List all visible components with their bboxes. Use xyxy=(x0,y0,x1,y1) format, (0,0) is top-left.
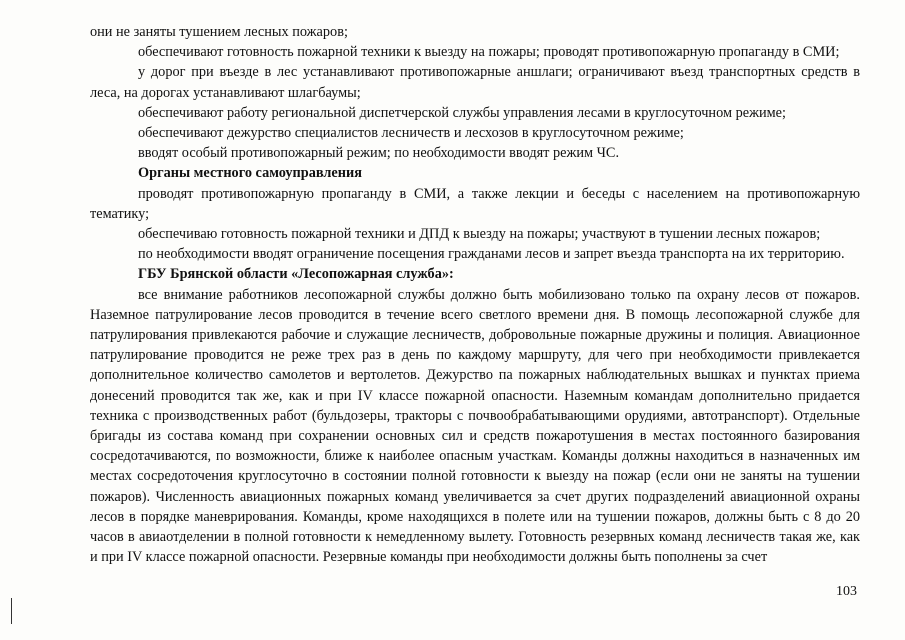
body-paragraph: все внимание работников лесопожарной службы должно быть мобилизовано только па охрану лесов от пожаров. Наземное патрулирование лесов проводится в течение всего светлого времени дня. В помощь лесопожарной службе для патрулирования привлекаются рабочие и служащие лесничеств, добровольные пожарные дружины и полиция. Авиационное патрулирование проводится не реже трех раз в день по каждому маршруту, для чего при необходимости привлекается дополнительное количество самолетов и вертолетов. Дежурство па пожарных наблюдательных вышках и пунктах приема донесений проводится так же, как и при IV классе пожарной опасности. Наземным командам дополнительно придается техника с производственных работ (бульдозеры, тракторы с почвообрабатывающими орудиями, автотранспорт). Отдельные бригады из состава команд при сохранении основных сил и средств пожаротушения в местах постоянного базирования сосредотачиваются, по возможности, ближе к наиболее опасным участкам. Команды должны находиться в назначенных им местах сосредоточения круглосуточно в состоянии полной готовности к выезду на пожар (если они не заняты на тушении пожаров). Численность авиационных пожарных команд увеличивается за счет других подразделений авиационной охраны лесов в порядке маневрирования. Команды, кроме находящихся в полете или на тушении пожаров, должны быть с 8 до 20 часов в авиаотделении в полной готовности к немедленному вылету. Готовность резервных команд лесничеств такая же, как и при IV классе пожарной опасности. Резервные команды при необходимости должны быть пополнены за счет xyxy=(90,286,860,566)
list-item: обеспечивают работу региональной диспетчерской службы управления лесами в круглосуточном режиме; xyxy=(138,104,786,121)
list-item: вводят особый противопожарный режим; по необходимости вводят режим ЧС. xyxy=(138,145,620,162)
section-heading: Органы местного самоуправления xyxy=(138,165,362,182)
section-heading: ГБУ Брянской области «Лесопожарная служба»: xyxy=(138,266,454,283)
list-item: обеспечивают готовность пожарной техники к выезду на пожары; проводят противопожарную пропаганду в СМИ; xyxy=(138,44,840,61)
scan-edge-mark xyxy=(11,598,12,624)
list-item: обеспечиваю готовность пожарной техники и ДПД к выезду на пожары; участвуют в тушении лесных пожаров; xyxy=(138,226,821,243)
list-item: проводят противопожарную пропаганду в СМИ, а также лекции и беседы с населением на противопожарную тематику; xyxy=(90,185,860,222)
document-body xyxy=(90,22,860,567)
list-item: у дорог при въезде в лес устанавливают противопожарные аншлаги; ограничивают въезд транспортных средств в леса, на дорогах устанавливают шлагбаумы; xyxy=(90,64,860,101)
page-number: 103 xyxy=(836,584,857,599)
list-item: обеспечивают дежурство специалистов лесничеств и лесхозов в круглосуточном режиме; xyxy=(138,125,684,142)
list-item: по необходимости вводят ограничение посещения гражданами лесов и запрет въезда транспорта на их территорию. xyxy=(138,246,845,263)
text-line: они не заняты тушением лесных пожаров; xyxy=(90,24,348,40)
